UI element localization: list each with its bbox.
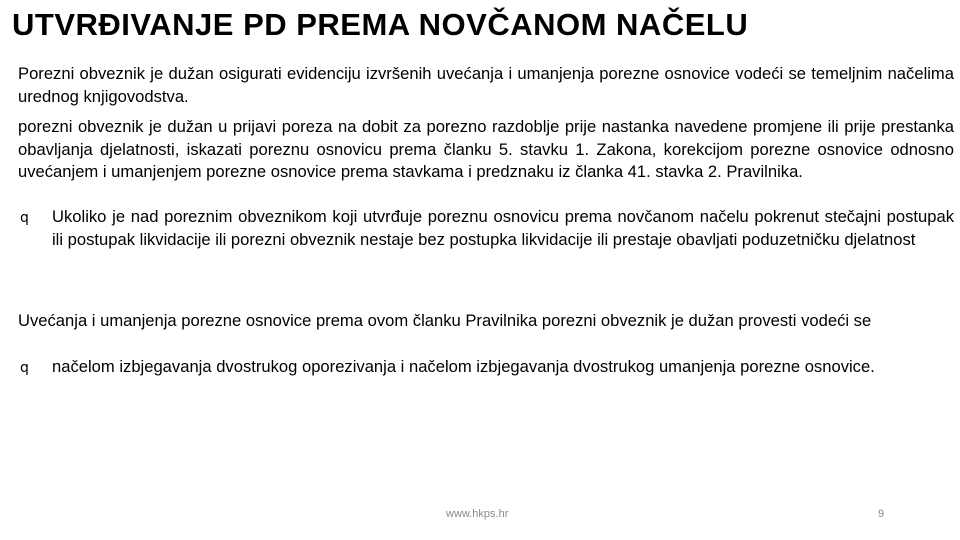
slide-title: UTVRĐIVANJE PD PREMA NOVČANOM NAČELU	[12, 7, 749, 42]
bullet-adjustments	[2, 310, 954, 333]
page-number: 9	[878, 508, 885, 520]
bullet-icon	[2, 64, 18, 86]
bullet-evidence	[2, 63, 954, 108]
footer-url: www.hkps.hr	[446, 508, 509, 520]
bullet-icon: q	[20, 360, 29, 376]
bullet-icon: q	[20, 210, 29, 226]
bullet-text: Porezni obveznik je dužan osigurati evidenciju izvršenih uvećanja i umanjenja porezne osnovice vodeći se temeljnim načelima urednog knjigovodstva.	[18, 64, 954, 106]
bullet-text: porezni obveznik je dužan u prijavi poreza na dobit za porezno razdoblje prije nastanka navedene promjene ili prije prestanka obavljanja djelatnosti, iskazati poreznu osnovicu prema članku 5. stavku 1. Zakona, korekcijom porezne osnovice odnosno uvećanjem i umanjenjem porezne osnovice prema stavkama i predznaku iz članka 41. stavka 2. Pravilnika.	[18, 117, 954, 181]
bullet-tax-return	[2, 116, 954, 183]
bullet-icon	[2, 117, 18, 139]
sub-bullet-principles	[20, 356, 954, 379]
bullet-icon	[2, 311, 18, 333]
sub-bullet-bankruptcy	[20, 206, 954, 251]
bullet-text: načelom izbjegavanja dvostrukog oporezivanja i načelom izbjegavanja dvostrukog umanjenja porezne osnovice.	[52, 357, 875, 376]
bullet-text: Ukoliko je nad poreznim obveznikom koji utvrđuje poreznu osnovicu prema novčanom načelu pokrenut stečajni postupak ili postupak likvidacije ili porezni obveznik nestaje bez postupka likvidacije ili prestaje obavljati poduzetničku djelatnost	[52, 207, 954, 249]
bullet-text: Uvećanja i umanjenja porezne osnovice prema ovom članku Pravilnika porezni obveznik je dužan provesti vodeći se	[18, 311, 872, 330]
